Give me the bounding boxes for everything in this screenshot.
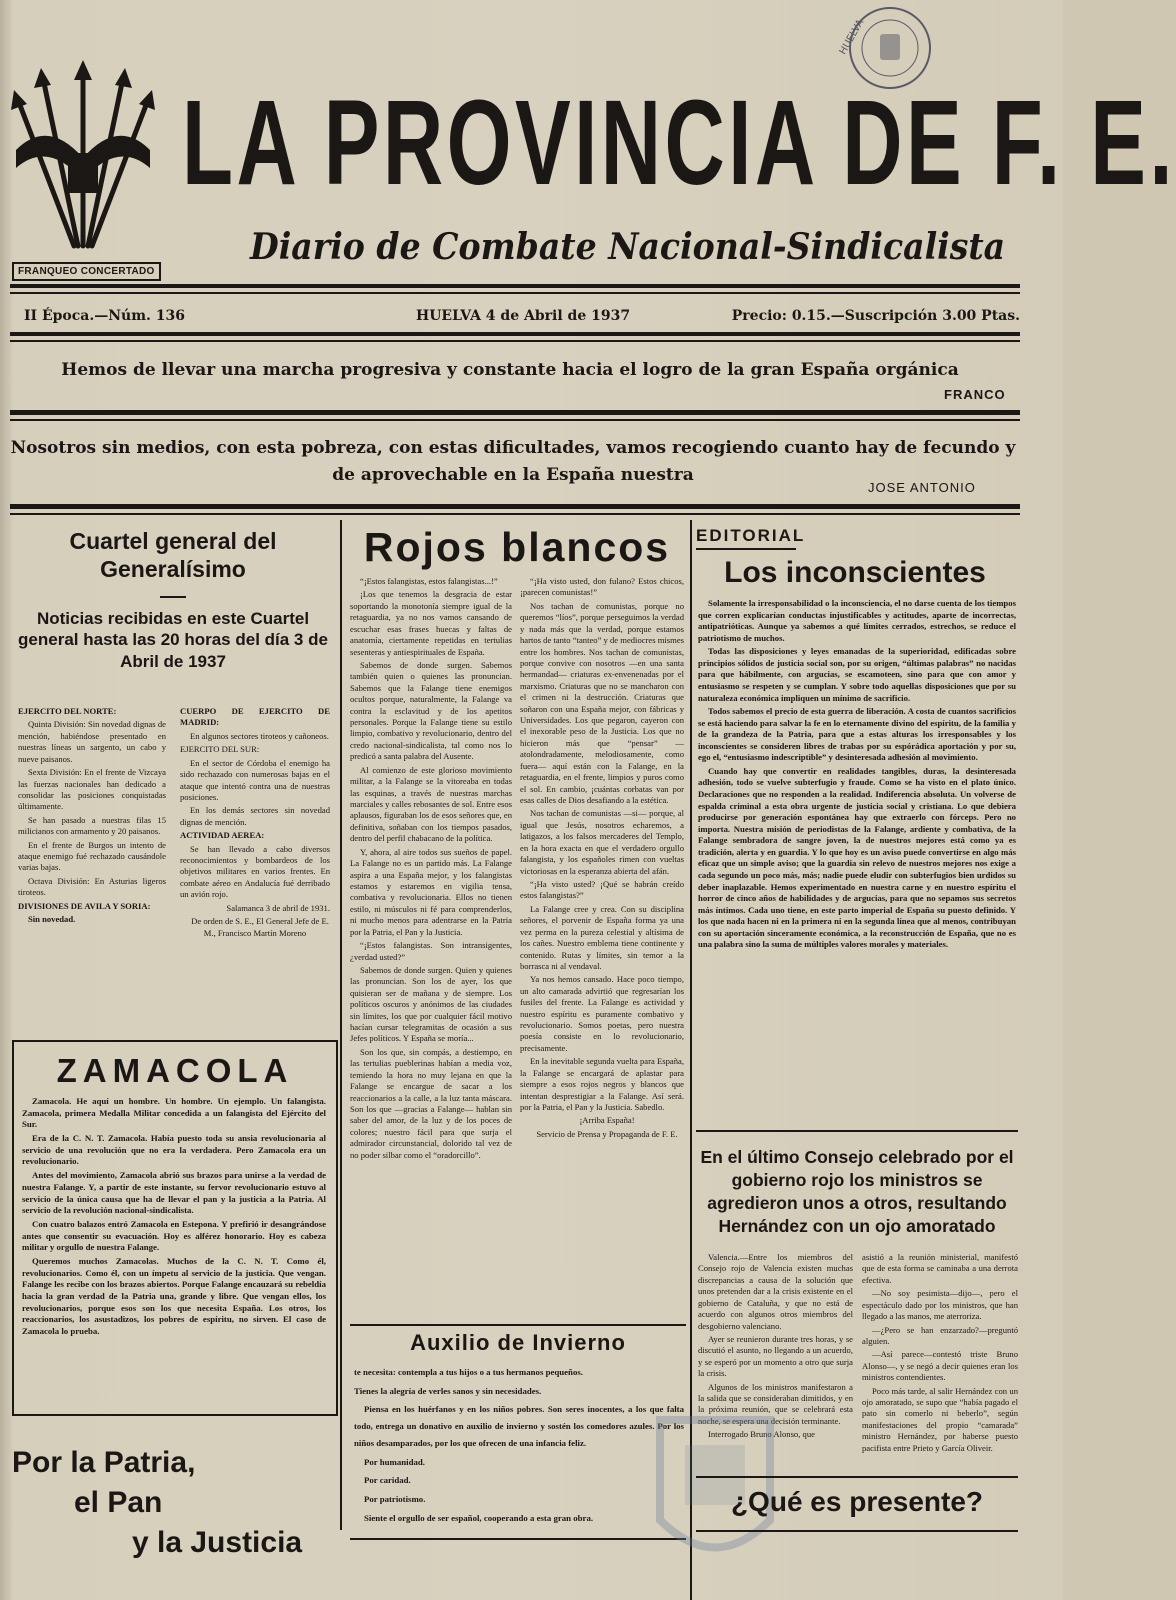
editorial-paragraph: Solamente la irresponsabilidad o la inconsciencia, el no darse cuenta de los tiempos que corren explicarían conductas injustificables y actitudes, aparte de incorrectas, antipatrióticas. Aunque ya sabemos a qué límites cerrados, estrechos, se reduce el patriotismo de muchos.	[698, 598, 1016, 643]
auxilio-line: Tienes la alegría de verles sanos y sin necesidades.	[354, 1385, 542, 1396]
jose-antonio-signature: JOSE ANTONIO	[868, 480, 976, 495]
zamacola-body	[22, 1096, 326, 1406]
rojos-signature: Servicio de Prensa y Propaganda de F. E.	[536, 1128, 678, 1139]
editorial-paragraph: Todas las disposiciones y leyes emanadas de la superioridad, edificadas sobre principios sólidos de justicia social son, por su origen, “últimas palabras” no nacidas para que hábilmente, con argucias, se escamoteen, sino para que con amor y entusiasmo se respeten y se cumplan. Y sobre todo aquellas disposiciones que por su naturaleza económica impliquen un mínimo de sacrificio.	[698, 646, 1016, 703]
consejo-paragraph: —¿Pero se han enzarzado?—preguntó alguien.	[862, 1324, 1018, 1346]
cuartel-paragraph: Quinta División: Sin novedad dignas de mención, habiéndose presentado en nuestras líneas un sargento, un cabo y nueve paisanos.	[18, 719, 166, 764]
jose-antonio-quote: Nosotros sin medios, con esta pobreza, con estas dificultades, vamos recogiendo cuanto hay de fecundo y de aprovechable en la España nuestra	[10, 438, 1016, 486]
info-rule	[10, 332, 1020, 336]
masthead-rule-thin	[10, 292, 1020, 294]
rojos-paragraph: Sabemos de donde surgen. Quien y quienes las pronuncian. Son los de ayer, los que quisieran ser de mañana y de siempre. Los políticos oscuros y anónimos de las ciudades sin límites, los que por cualquier fácil motivo hacían cursar telegramitas de ocasión a sus Jefes políticos. Y España se moría...	[350, 964, 512, 1044]
auxilio-line: te necesita: contempla a tus hijos o a tus hermanos pequeños.	[354, 1367, 583, 1377]
franqueo-label: FRANQUEO CONCERTADO	[12, 262, 161, 281]
consejo-paragraph: —No soy pesimista—dijo—, pero el espectáculo dado por los ministros, que han llegado a las manos, me aterroriza.	[862, 1288, 1018, 1322]
rojos-column-right	[520, 576, 684, 1316]
cuartel-heading-aerea: ACTIVIDAD AEREA:	[180, 830, 265, 841]
editorial-label: EDITORIAL	[696, 526, 806, 545]
rojos-paragraph: “¡Estos falangistas. Son intransigentes, ¿verdad usted?”	[350, 940, 512, 962]
quote-rule	[10, 410, 1020, 415]
consejo-paragraph: Poco más tarde, al salir Hernández con un ojo amoratado, se supo que “había pagado el pato sin comerlo ni beberlo”, según manifestaciones del propio “camarada” ministro Hernández, por haberse puesto pacifista entre Prieto y García Oliveir.	[862, 1385, 1018, 1453]
franco-quote: Hemos de llevar una marcha progresiva y constante hacia el logro de la gran España orgánica	[61, 360, 959, 380]
auxilio-line: Siente el orgullo de ser español, cooperando a esta gran obra.	[364, 1512, 594, 1523]
zamacola-paragraph: Queremos muchos Zamacolas. Muchos de la C. N. T. Como él, revolucionarios. Como él, con un ímpetu al servicio de la justicia. Que vengan. Falange les recibe con los brazos abiertos. Porque Falange encauzará su rebeldía hacia la gran verdad de la Patria una, grande y libre. Que vengan ellos, los revolucionarios, porque esos son los que necesita España. Los otros, los reaccionarios, los asustadizos, los pobres de espíritu, no sirven. El caso de Zamacola lo prueba.	[22, 1255, 326, 1337]
consejo-paragraph: Interrogado Bruno Alonso, que	[708, 1429, 815, 1440]
editorial-label-rule	[696, 548, 796, 550]
zamacola-paragraph: Antes del movimiento, Zamacola abrió sus brazos para unirse a la verdad de nuestra Falange. Y, a partir de este instante, su fervor revolucionario estuvo al servicio de la única causa que ha de llevar el pan y la justicia a la Patria. Al servicio de la revolución nacional-sindicalista.	[22, 1170, 326, 1216]
cuartel-signature: De orden de S. E., El General Jefe de E. M., Francisco Martín Moreno	[191, 916, 329, 938]
auxilio-line: Piensa en los huérfanos y en los niños pobres. Son seres inocentes, a los que falta todo, entrega un donativo en auxilio de invierno y sostén los comedores azules. Por los niños desamparados, por los que ofrecen de una infancia feliz.	[354, 1404, 684, 1448]
yoke-and-arrows-icon	[8, 58, 158, 258]
rojos-paragraph: En la inevitable segunda vuelta para España, la Falange se encargará de aplastar para siempre a esos rojos negros y blancos que intentan desprestigiar a la Falange. Así será. por la Patria, el Pan y la Justicia. Sabedlo.	[520, 1056, 684, 1112]
cuartel-heading-madrid: CUERPO DE EJERCITO DE MADRID:	[180, 706, 330, 728]
newspaper-subtitle: Diario de Combate Nacional-Sindicalista	[250, 226, 1006, 268]
cuartel-dateline: Salamanca 3 de abril de 1931.	[226, 902, 330, 913]
slogan-line-1: Por la Patria,	[12, 1446, 196, 1479]
rojos-paragraph: Sabemos de donde surgen. Sabemos también quien o quienes las pronuncian. Sabemos que la Falange tiene enemigos ocultos porque, naturalmente, la Falange va contra la esclavitud y de los apetitos personales. Porque la Falange tiene su estilo limpio, combativo y revolucionario, dentro del credo nacional-sindicalista, tal como nos lo predicó a santa palabra del Ausente.	[350, 659, 512, 762]
auxilio-line: Por caridad.	[364, 1475, 411, 1486]
auxilio-line: Por humanidad.	[364, 1456, 425, 1467]
cuartel-paragraph: En el frente de Burgos un intento de ataque enemigo fué rechazado causándole varias bajas.	[18, 839, 166, 873]
cuartel-paragraph: En el sector de Córdoba el enemigo ha sido rechazado con numerosas bajas en el ataque que intentó contra una de nuestras posiciones.	[180, 757, 330, 802]
editorial-paragraph: Todos sabemos el precio de esta guerra de liberación. A costa de cuantos sacrificios se está haciendo para salvar la fe en lo eternamente divino del espíritu, de la familia y de la grandeza de la Patria, para que a estas alturas los irresponsables y los inconscientes se consideren libres de trabas por su espórádica aportación y por su, ego el, “entusiasmo indescriptible” y desinteresada adhesión al movimiento.	[698, 706, 1016, 763]
newspaper-title: LA PROVINCIA DE F. E.	[182, 74, 1176, 210]
zamacola-paragraph: Con cuatro balazos entró Zamacola en Estepona. Y prefirió ir desangrándose antes que consentir su evacuación. Hoy es alférez honorario. Hoy es cabeza militar y orgullo de nuestra Falange.	[22, 1218, 326, 1253]
column-divider-1	[340, 520, 342, 1530]
rojos-paragraph: “¡Ha visto usted, don fulano? Estos chicos, ¡parecen comunistas!”	[520, 576, 684, 598]
consejo-title: En el último Consejo celebrado por el gobierno rojo los ministros se agredieron unos a otros, resultando Hernández con un ojo amoratado	[700, 1147, 1014, 1237]
consejo-paragraph: Valencia.—Entre los miembros del Consejo rojo de Valencia existen muchas discrepancias a causa de la solución que unos pretenden dar a la crisis existente en el gobierno de Cataluña, y que no está de acuerdo con algunos otros miembros del desgobierno valenciano.	[698, 1252, 853, 1331]
auxilio-bottom-rule	[350, 1538, 686, 1540]
consejo-paragraph: —Así parece—contestó triste Bruno Alonso—, y se negó a decir quienes eran los ministros contendientes.	[862, 1349, 1018, 1383]
quote2-rule	[10, 504, 1020, 509]
consejo-paragraph: Ayer se reunieron durante tres horas, y se discutió el asunto, no llegando a un acuerdo, y se esperó por un momento a otro que surja la crisis.	[698, 1333, 853, 1379]
presente-bottom-rule	[696, 1530, 1018, 1532]
cuartel-dash	[160, 596, 186, 598]
price: Precio: 0.15.—Suscripción 3.00 Ptas.	[731, 308, 1020, 324]
consejo-paragraph: Algunos de los ministros manifestaron a la salida que se consideraban dimitidos, y en la próxima reunión, que se celebrará esta noche, se espera una decisión terminante.	[698, 1381, 853, 1426]
cuartel-paragraph: En algunos sectores tiroteos y cañoneos.	[190, 730, 329, 741]
cuartel-heading-sur: EJERCITO DEL SUR:	[180, 744, 260, 755]
cuartel-paragraph: Sin novedad.	[28, 914, 76, 925]
cuartel-heading-avila: DIVISIONES DE AVILA Y SORIA:	[18, 900, 151, 911]
rojos-paragraph: Son los que, sin compás, a destiempo, en las tertulias pueblerinas habían a media voz, temiendo la hora no muy lejana en que la Falange se encargue de sacar a los reaccionarios a la calle, a la luz tanta máscara. Son los que —gracias a Falange— hablan sin saber del amor, de la luz y de los poces de colores; nuestro fácil para que surja el admirador circunstancial, dolorido tal vez de no poder silbar como el “oradorcillo”.	[350, 1046, 512, 1160]
rojos-paragraph: Nos tachan de comunistas, porque no queremos “líos”, porque perseguimos la verdad y nada más que la verdad, porque estamos hartos de tanto “tanteo” y de mediocres mismes entre los hombres. Nos tachan de comunistas, porque convive con nosotros —en una santa hermandad— criaturas ex-envenenadas por el marxismo. Criaturas que no se mancharon con el crimen ni la destrucción. Criaturas que soñaron con una España mejor, con fábricas y Universidades. Los que pegaron, cayeron con el inexorable peso de la Justicia. Los que no hicieron más que “pensar” —atolondradamente, melodiosamente, como fuera— aquí están con la Falange, en la retaguardia, en el frente, limpios y puros como el sol. En cambio, ¡cuántas corbatas van por esas calles de Dios desafiando a la estética.	[520, 600, 684, 806]
presente-title: ¿Qué es presente?	[730, 1486, 984, 1517]
presente-rule	[696, 1476, 1018, 1478]
info-rule-thin	[10, 340, 1020, 342]
editorial-paragraph: Cuando hay que convertir en realidades tangibles, duras, la desinteresada adhesión, todo se vuelve subterfugio y fraude. Como se ha visto en el plato único. Declaraciones que no responden a la realidad. Indiferencia absoluta. Un volverse de espalda criminal a esta obra urgente de justicia social y cristiana. Lo que debiera producirse por generación espontánea hay que extraerlo con fórceps. Pero no importa. Nuestra misión de periodistas de la Falange, ardiente y combativa, de la Falange sembradora de sangre joven, la de nuestros mejores está como ya es tradición, alerta y en guardia. Y lo que hoy es un aviso puede convertirse en algo más eficaz que un simple aviso; que la guardia sin relevo de nuestros mejores nos exige a cada segundo un poco más, más; nadie puede eludir con subterfugios bien urdidos su deber inaplazable. Hemos experimentado en nuestra carne y en nuestro espíritu el horror de cinco años de habilidades y de argucias, para que no sepamos sus secretos más íntimos. Cada uno tiene, en este parto imperial de España su puesto definido. Y los que nada hacen ni en la primera ni en la segunda línea que al menos, contribuyan con su aportación sinceramente económica, a la reconstrucción de España, que no es una palabra sino la suma de múltiples valores morales y materiales.	[698, 765, 1016, 950]
cuartel-paragraph: En los demás sectores sin novedad dignas de mención.	[180, 805, 330, 827]
rojos-closing: ¡Arriba España!	[579, 1115, 635, 1126]
cuartel-column-left	[18, 706, 166, 1026]
rojos-paragraph: Ya nos hemos cansado. Hace poco tiempo, un alto camarada advirtió que regresarían los fusiles del frente. La Falange es actividad y nuestro espíritu es puramente combativo y revolucionario. Somos poetas, pero nuestra poesía consiste en lo revolucionario, precisamente.	[520, 974, 684, 1053]
masthead-rule	[10, 284, 1020, 288]
zamacola-paragraph: Era de la C. N. T. Zamacola. Había puesto toda su ansia revolucionaria al servicio de una revolución que no era la verdadera. Pero Zamacola era un revolucionario.	[22, 1133, 326, 1167]
rojos-paragraph: “¡Ha visto usted? ¡Qué se habrán creído estos falangistas?”	[520, 878, 684, 901]
cuartel-paragraph: Se han llevado a cabo diversos reconocimientos y bombardeos de los objetivos militares en varios frentes. En combate aéreo en Andalucía fué derribado un avión rojo.	[180, 843, 330, 900]
cuartel-heading-norte: EJERCITO DEL NORTE:	[18, 706, 117, 716]
zamacola-paragraph: Zamacola. He aquí un hombre. Un hombre. Un ejemplo. Un falangista. Zamacola, primera Medalla Militar concedida a un falangista del Ejército del Sur.	[22, 1096, 326, 1130]
auxilio-line: Por patriotismo.	[364, 1493, 426, 1504]
cuartel-paragraph: Se han pasado a nuestras filas 15 milicianos con armamento y 20 paisanos.	[18, 814, 166, 837]
cuartel-paragraph: Sexta División: En el frente de Vizcaya las fuerzas nacionales han dedicado a consolidar las posiciones conquistadas últimamente.	[18, 767, 166, 812]
slogan-line-3: y la Justicia	[132, 1526, 303, 1559]
editorial-title: Los inconscientes	[724, 556, 986, 589]
quote-rule-thin	[10, 419, 1020, 421]
rojos-paragraph: Al comienzo de este glorioso movimiento militar, a la Falange se la vitoreaba en todas las esquinas, a través de nuestras marchas marciales y calles rebosantes de sol. Entre esos aplausos, figuraban los de esos señores que, en definitiva, soñaban con los tiempos pasados, dentro del perfil chabacano de la política.	[350, 764, 512, 844]
cuartel-title: Cuartel general del Generalísimo	[69, 528, 277, 582]
rojos-paragraph: “¡Estos falangistas, estos falangistas...!”	[360, 576, 498, 586]
library-seal-stamp	[830, 2, 950, 94]
rojos-title: Rojos blancos	[363, 524, 671, 570]
rojos-paragraph: Y, ahora, al aire todos sus sueños de papel. La Falange no es un partido más. La Falange aspira a una España mejor, y los falangistas estamos y estaremos en vigilia tensa, combativa y revolucionaria. Ellos no tienen estilo, ni músculos ni fé para comprenderlos, ni mucho menos para adentrarse en la Patria por la Patria, el Pan y la Justicia.	[350, 846, 512, 937]
cuartel-paragraph: Octava División: En Asturias ligeros tiroteos.	[18, 875, 166, 898]
issue-date: HUELVA 4 de Abril de 1937	[416, 308, 631, 324]
rojos-paragraph: La Falange cree y crea. Con su disciplina señores, el porvenir de España forma ya una vez perma en la pureza celestial y altísima de los cañes. Nuestro emblema tiene continente y contenido. Rutas y límites, sin temor a la borrasca ni al vendaval.	[520, 903, 684, 971]
cuartel-column-right	[180, 706, 330, 1026]
zamacola-title: ZAMACOLA	[56, 1052, 294, 1089]
auxilio-rule	[350, 1324, 686, 1326]
auxilio-title: Auxilio de Invierno	[410, 1330, 626, 1355]
quote2-rule-thin	[10, 513, 1020, 515]
consejo-paragraph: asistió a la reunión ministerial, manifestó que de esta forma se caminaba a una derrota efectiva.	[862, 1252, 1018, 1285]
franco-signature: FRANCO	[944, 387, 1006, 402]
slogan-line-2: el Pan	[74, 1486, 163, 1519]
edition-number: II Época.—Núm. 136	[24, 308, 185, 324]
auxilio-body	[354, 1364, 684, 1534]
rojos-paragraph: Nos tachan de comunistas —si— porque, al igual que Jesús, nosotros echaremos, a latigazos, a los falsos mercaderes del Templo, en la hora exacta en que el verdadero orgullo falangista, y los españoles rimen con vueltas victoriosas en la esperanza abierta del afán.	[520, 808, 684, 876]
rojos-column-left	[350, 576, 512, 1316]
rojos-paragraph: ¡Los que tenemos la desgracia de estar soportando la monotonía siempre igual de la retaguardia, ya no nos vamos cansando de escuchar esas frases huecas y faltas de anatomía, ciertamente repetidas en tertulias sesenteras y antiespirituales de España.	[350, 589, 512, 657]
seal-text: HUELVA	[837, 17, 867, 57]
consejo-rule	[696, 1130, 1018, 1132]
editorial-body	[698, 598, 1016, 1118]
cuartel-subtitle: Noticias recibidas en este Cuartel general hasta las 20 horas del día 3 de Abril de 1937	[18, 609, 328, 671]
